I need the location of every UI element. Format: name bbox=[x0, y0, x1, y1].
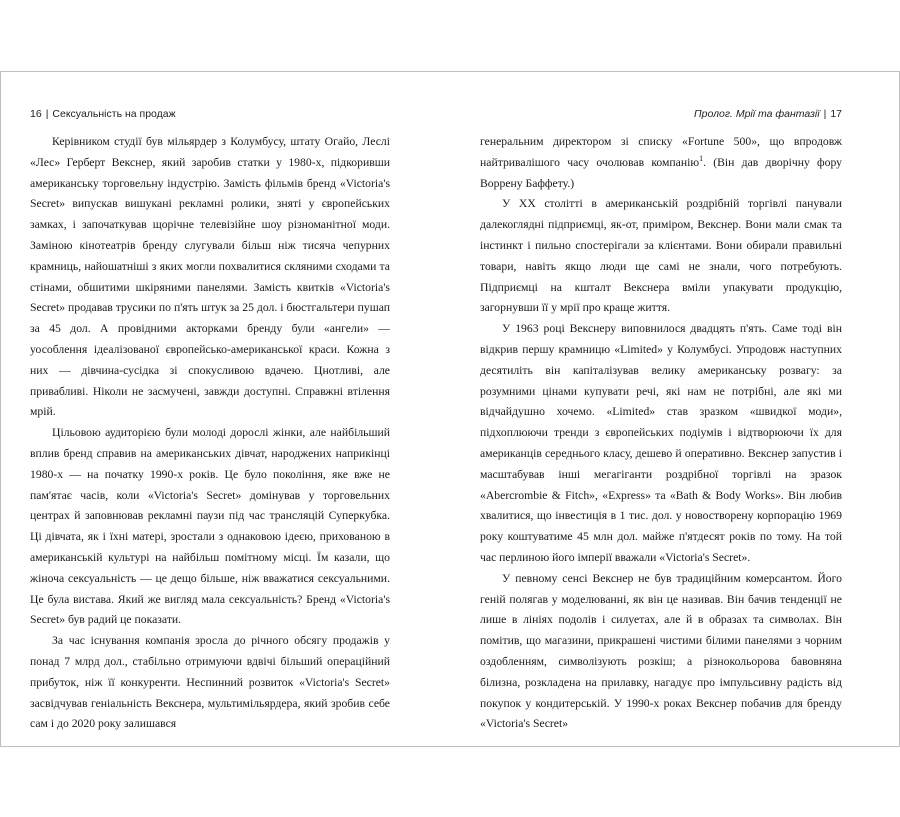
right-running-header bbox=[480, 108, 842, 120]
paragraph: Цільовою аудиторією були молоді дорослі жінки, але найбільший вплив бренд справив на американських дівчат, народжених наприкінці 1980-х — на початку 1990-х років. Це було покоління, яке вже не пам'ятає часів, коли «Victoria's Secret» домінував у торговельних центрах й заповнював рекламні паузи під час трансляцій Суперкубка. Ці дівчата, як і їхні матері, зростали з однаковою ідеєю, прихованою в американській культурі на найбільш помітному місці. Їм казали, що жіноча сексуальність — це дещо більше, ніж вважатися сексуальними. Це була вистава. Який же вигляд мала сексуальність? Бренд «Victoria's Secret» був радий це показати. bbox=[30, 426, 390, 627]
book-spread bbox=[0, 71, 900, 747]
continued-paragraph bbox=[480, 132, 842, 194]
running-title: Сексуальність на продаж bbox=[52, 108, 176, 120]
page-number: 16 bbox=[30, 108, 42, 120]
left-page bbox=[30, 72, 390, 746]
paragraph-text: . (Він дав дворічну фору Воррену Баффету.) bbox=[480, 155, 842, 190]
paragraph: У XX столітті в американській роздрібній торгівлі панували далекоглядні підприємці, як-от, приміром, Векснер. Вони мали смак та інстинкт і пильно спостерігали за клієнтами. Вони обирали правильні товари, навіть якщо люди ще самі не знали, чого потребують. Підприємці на кшталт Векснера вміли упакувати продукцію, загорнувши її у мрії про краще життя. bbox=[480, 197, 842, 315]
paragraph: За час існування компанія зросла до річного обсягу продажів у понад 7 млрд дол., стабільно отримуючи вдвічі більший операційний прибуток, ніж її конкуренти. Неспинний розвиток «Victoria's Secret» засвідчував геніальність Векснера, мультимільярдера, який зробив себе сам і до 2020 року залишався bbox=[30, 634, 390, 731]
left-page-body bbox=[30, 132, 390, 735]
left-running-header bbox=[30, 108, 390, 120]
paragraph: У 1963 році Векснеру виповнилося двадцять п'ять. Саме тоді він відкрив першу крамницю «Limited» у Колумбусі. Упродовж наступних десятиліть він капіталізував велику американську розвагу: за розумними цінами купувати речі, які нам не потрібні, але які ми відчайдушно хочемо. «Limited» став зразком «швидкої моди», підхоплюючи тренди з європейських подіумів і відтворюючи їх для американців середнього класу, дешево й оперативно. Векснер запустив і масштабував інші мегагіганти роздрібної торгівлі на зразок «Abercrombie & Fitch», «Express» та «Bath & Body Works». Він любив хвалитися, що інвестиція в 1 тис. дол. у новостворену корпорацію 1969 року коштуватиме 45 млн дол. майже п'ятдесят років по тому. На той час перлиною його імперії вважали «Victoria's Secret». bbox=[480, 322, 842, 564]
header-divider: | bbox=[823, 108, 827, 120]
right-page bbox=[480, 72, 842, 746]
paragraph: У певному сенсі Векснер не був традиційним комерсантом. Його геній полягав у моделюванні, як він це називав. Він бачив тенденції не лише в лініях подолів і силуетах, але й в образах та символах. Він помітив, що магазини, прикрашені чистими білими панелями з чорним оздобленням, символізують розкіш; а різнокольорова бавовняна білизна, розкладена на прилавку, нагадує про імпульсивну радість від покупок у кондитерській. У 1990-х роках Векснер побачив для бренду «Victoria's Secret» bbox=[480, 571, 842, 731]
footnote-marker[interactable]: 1 bbox=[699, 153, 704, 163]
paragraph: Керівником студії був мільярдер з Колумбусу, штату Огайо, Леслі «Лес» Герберт Векснер, який заробив статки у 1980-х, підкоривши американську торговельну індустрію. Замість фільмів бренд «Victoria's Secret» випускав вишукані рекламні ролики, зняті у європейських замках, і започаткував щорічне телевізійне шоу різноманітної моди. Заміною кінотеатрів бренду слугували більш ніж тисяча чепурних крамниць, найошатніші з яких могли похвалитися скляними сходами та стінами, обшитими шкіряними панелями. Замість квитків «Victoria's Secret» продавав трусики по п'ять штук за 25 дол. і бюстгальтери пушап за 45 дол. А провідними акторками бренду були «ангели» — уособлення ідеалізованої європейсько-американської краси. Кожна з них — дівчина-сусідка зі спокусливою вдачею. Цнотливі, але привабливі. Ніколи не засмучені, завжди доступні. Справжні втілення мрій. bbox=[30, 135, 390, 419]
page-number: 17 bbox=[830, 108, 842, 120]
running-title: Пролог. Мрії та фантазії bbox=[694, 108, 820, 120]
right-page-body bbox=[480, 132, 842, 735]
header-divider: | bbox=[45, 108, 49, 120]
paragraph-text: генеральним директором зі списку «Fortune 500», що впродовж найтривалішого часу очолював компанію bbox=[480, 135, 842, 169]
